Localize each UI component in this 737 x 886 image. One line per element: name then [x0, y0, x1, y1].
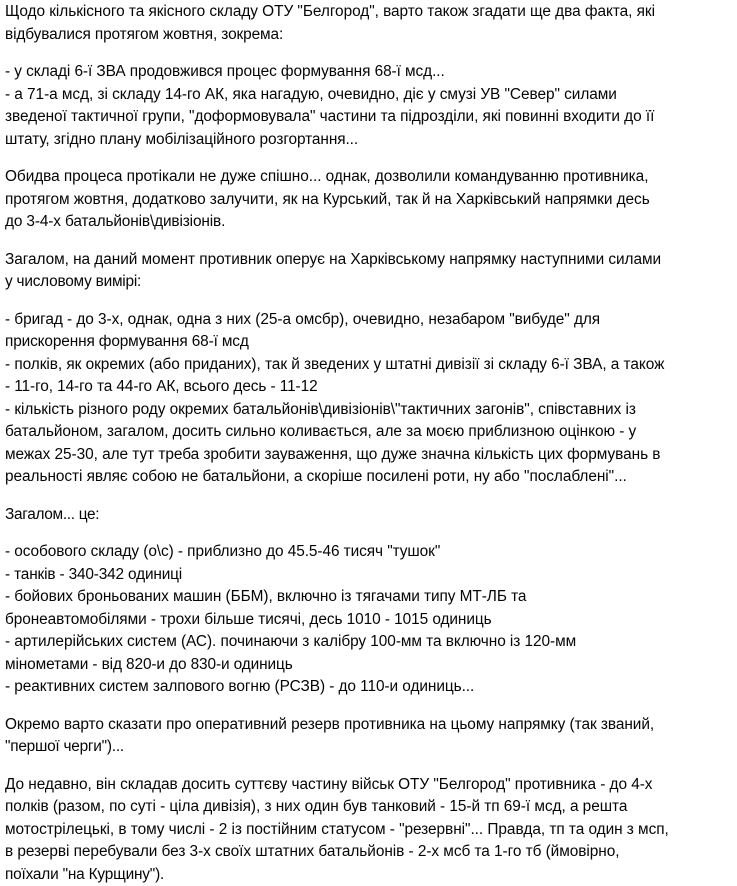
paragraph-reserve-details — [5, 774, 737, 886]
text-line: - бойових броньованих машин (ББМ), включно із тягачами типу МТ-ЛБ та — [5, 586, 737, 609]
text-line: Загалом, на даний момент противник оперує на Харківському напрямку наступними силами — [5, 249, 737, 272]
text-line: відбувалися протягом жовтня, зокрема: — [5, 24, 737, 47]
text-line: - полків, як окремих (або приданих), так й зведених у штатні дивізії зі складу 6-ї ЗВА, а також — [5, 354, 737, 377]
text-line: мотострілецькі, в тому числі - 2 із постійним статусом - "резервні"... Правда, тп та один з мсп, — [5, 819, 737, 842]
text-line: бронеавтомобілями - трохи більше тисячі, десь 1010 - 1015 одиниць — [5, 609, 737, 632]
paragraph-units-list — [5, 309, 737, 489]
text-line: - 11-го, 14-го та 44-го АК, всього десь - 11-12 — [5, 376, 737, 399]
paragraph-equipment-list — [5, 541, 737, 699]
text-line: Загалом... це: — [5, 504, 737, 527]
text-line: - кількість різного роду окремих батальйонів\дивізіонів\"тактичних загонів", співставних із — [5, 399, 737, 422]
text-line: мінометами - від 820-и до 830-и одиниць — [5, 654, 737, 677]
text-line: Щодо кількісного та якісного складу ОТУ "Белгород", варто також згадати ще два факта, які — [5, 1, 737, 24]
paragraph-processes — [5, 166, 737, 234]
text-line: реальності являє собою не батальйони, а скоріше посилені роти, ну або "послаблені"... — [5, 466, 737, 489]
text-line: - танків - 340-342 одиниці — [5, 564, 737, 587]
text-line: батальйоном, загалом, досить сильно коливається, але за моєю приблизною оцінкою - у — [5, 421, 737, 444]
paragraph-reserve — [5, 714, 737, 759]
paragraph-intro — [5, 1, 737, 46]
text-line: - артилерійських систем (АС). починаючи з калібру 100-мм та включно із 120-мм — [5, 631, 737, 654]
text-line: "першої черги")... — [5, 736, 737, 759]
text-line: До недавно, він складав досить суттєву частину військ ОТУ "Белгород" противника - до 4-х — [5, 774, 737, 797]
text-line: штату, згідно плану мобілізаційного розгортання... — [5, 129, 737, 152]
text-line: Окремо варто сказати про оперативний резерв противника на цьому напрямку (так званий, — [5, 714, 737, 737]
text-line: - у складі 6-ї ЗВА продовжився процес формування 68-ї мсд... — [5, 61, 737, 84]
text-line: - бригад - до 3-х, однак, одна з них (25-а омсбр), очевидно, незабаром "вибуде" для — [5, 309, 737, 332]
text-line: протягом жовтня, додатково залучити, як на Курський, так й на Харківський напрямки десь — [5, 189, 737, 212]
paragraph-overview — [5, 249, 737, 294]
paragraph-summary-heading — [5, 504, 737, 527]
text-line: - реактивних систем залпового вогню (РСЗВ) - до 110-и одиниць... — [5, 676, 737, 699]
text-line: до 3-4-х батальйонів\дивізіонів. — [5, 211, 737, 234]
text-line: полків (разом, по суті - ціла дивізія), з них один був танковий - 15-й тп 69-ї мсд, а решта — [5, 796, 737, 819]
text-line: зведеної тактичної групи, "доформовувала" частини та підрозділи, які повинні входити до її — [5, 106, 737, 129]
text-line: - особового складу (о\с) - приблизно до 45.5-46 тисяч "тушок" — [5, 541, 737, 564]
text-line: поїхали "на Курщину"). — [5, 864, 737, 886]
text-line: прискорення формування 68-ї мсд — [5, 331, 737, 354]
text-line: в резерві перебували без 3-х своїх штатних батальйонів - 2-х мсб та 1-го тб (ймовірно, — [5, 841, 737, 864]
text-line: Обидва процеса протікали не дуже спішно... однак, дозволили командуванню противника, — [5, 166, 737, 189]
text-line: - а 71-а мсд, зі складу 14-го АК, яка нагадую, очевидно, діє у смузі УВ "Север" силами — [5, 84, 737, 107]
text-line: у числовому вимірі: — [5, 271, 737, 294]
paragraph-facts — [5, 61, 737, 151]
text-line: межах 25-30, але тут треба зробити зауваження, що дуже значна кількість цих формувань в — [5, 444, 737, 467]
